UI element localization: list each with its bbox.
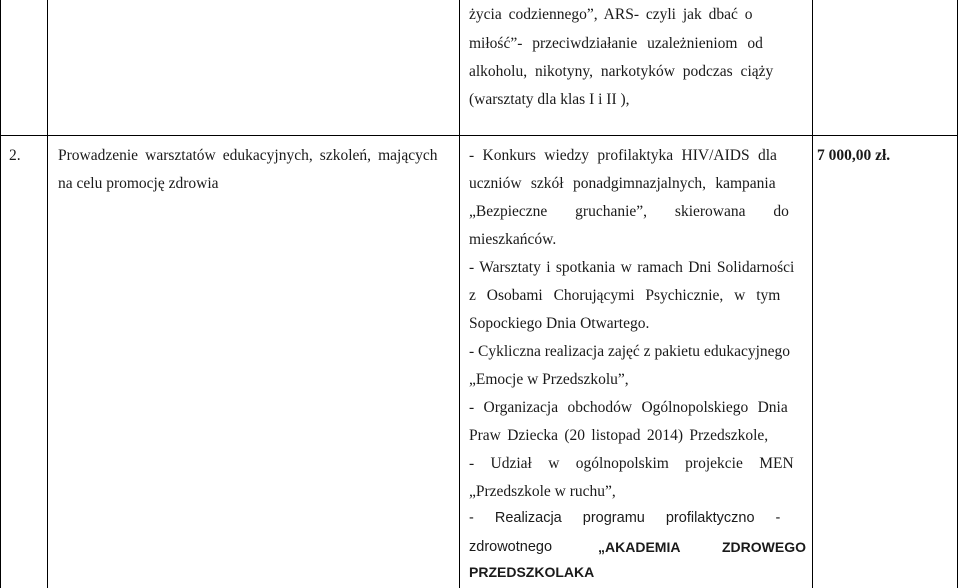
description-line: ZDROWEGO: [722, 539, 806, 555]
table-border-col3: [812, 0, 813, 588]
top-cell-line: (warsztaty dla klas I i II ),: [469, 91, 630, 108]
description-line: „Przedszkole w ruchu”,: [469, 483, 616, 500]
description-line: - Cykliczna realizacja zajęć z pakietu edukacyjnego: [469, 343, 791, 360]
row-number: 2.: [9, 147, 21, 164]
top-cell-line: miłość”- przeciwdziałanie uzależnieniom od: [469, 35, 763, 52]
top-cell-line: alkoholu, nikotyny, narkotyków podczas ciąży: [469, 63, 774, 80]
description-line: - Udział w ogólnopolskim projekcie MEN: [469, 455, 794, 472]
description-line: uczniów szkół ponadgimnazjalnych, kampania: [469, 175, 776, 192]
description-line: „Emocje w Przedszkolu”,: [469, 371, 629, 388]
description-line: z Osobami Chorującymi Psychicznie, w tym: [469, 287, 781, 304]
task-title-line1: Prowadzenie warsztatów edukacyjnych, szkoleń, mających: [58, 147, 438, 164]
description-line: „AKADEMIA: [598, 539, 681, 555]
table-row-separator: [0, 135, 958, 136]
table-border-col1: [47, 0, 48, 588]
description-line: Praw Dziecka (20 listopad 2014) Przedszkole,: [469, 427, 769, 444]
description-line: „Bezpieczne gruchanie”, skierowana do: [469, 203, 789, 220]
top-cell-line: [469, 5, 803, 25]
description-line: - Konkurs wiedzy profilaktyka HIV/AIDS dla: [469, 147, 777, 164]
amount: 7 000,00 zł.: [817, 147, 891, 164]
text-line: życia codziennego”, ARS- czyli jak dbać o: [469, 6, 753, 23]
table-border-right: [957, 0, 958, 588]
description-line: - Realizacja programu profilaktyczno -: [469, 510, 781, 526]
description-line: - Organizacja obchodów Ogólnopolskiego Dnia: [469, 399, 788, 416]
description-line: - Warsztaty i spotkania w ramach Dni Solidarności: [469, 259, 795, 276]
table-border-col2: [459, 0, 460, 588]
description-line: mieszkańców.: [469, 231, 557, 248]
description-line: Sopockiego Dnia Otwartego.: [469, 315, 650, 332]
description-line: PRZEDSZKOLAKA: [469, 564, 595, 580]
table-border-left: [0, 0, 1, 588]
task-title-line2: na celu promocję zdrowia: [58, 175, 219, 192]
description-line: zdrowotnego: [469, 539, 553, 555]
